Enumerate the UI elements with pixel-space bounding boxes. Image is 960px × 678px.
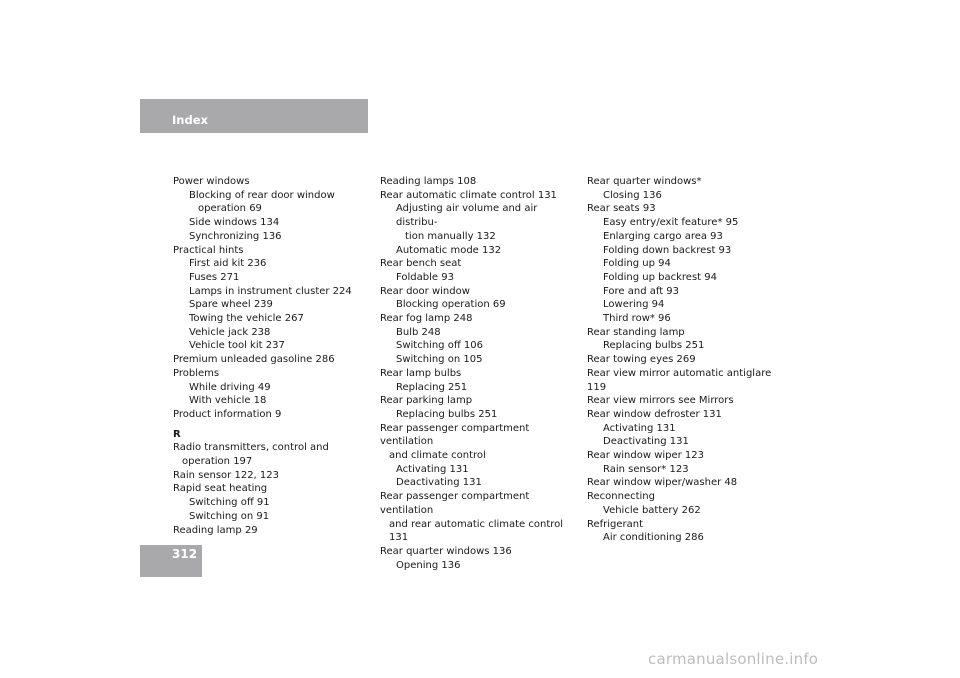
watermark: carmanualsonline.info bbox=[648, 650, 819, 668]
index-subentry: Switching on 91 bbox=[189, 510, 270, 522]
index-entry: Rear seats 93 bbox=[587, 203, 656, 215]
index-subentry: Lowering 94 bbox=[603, 299, 665, 311]
index-subentry: Vehicle tool kit 237 bbox=[189, 340, 285, 352]
index-subentry: Air conditioning 286 bbox=[603, 532, 704, 544]
index-entry bbox=[380, 422, 580, 463]
index-subentry: Spare wheel 239 bbox=[189, 299, 273, 311]
page-title: Index bbox=[172, 113, 208, 127]
index-entry: Rear window wiper/washer 48 bbox=[587, 477, 738, 489]
index-subentry: Lamps in instrument cluster 224 bbox=[189, 285, 352, 297]
index-entry: Rear window wiper 123 bbox=[587, 450, 705, 462]
entry-line: Rear passenger compartment ventilation bbox=[380, 422, 530, 448]
index-subentry: Easy entry/exit feature* 95 bbox=[603, 217, 739, 229]
index-entry: Reading lamp 29 bbox=[173, 524, 258, 536]
index-subentry: Switching on 105 bbox=[396, 354, 483, 366]
entry-line-continued: operation 69 bbox=[198, 203, 262, 215]
index-entry: Premium unleaded gasoline 286 bbox=[173, 354, 335, 366]
index-subentry: Deactivating 131 bbox=[396, 477, 482, 489]
index-entry: Rear view mirror automatic antiglare 119 bbox=[587, 367, 772, 393]
index-subentry bbox=[173, 189, 373, 216]
index-subentry: Vehicle jack 238 bbox=[189, 326, 271, 338]
index-entry: Rear fog lamp 248 bbox=[380, 313, 473, 325]
index-subentry: Replacing 251 bbox=[396, 381, 468, 393]
entry-line-continued: and climate control bbox=[389, 450, 486, 462]
index-subentry: Replacing bulbs 251 bbox=[396, 408, 498, 420]
index-subentry: Switching off 106 bbox=[396, 340, 483, 352]
index-subentry: Towing the vehicle 267 bbox=[189, 313, 304, 325]
index-subentry: Opening 136 bbox=[396, 559, 461, 571]
index-entry bbox=[173, 441, 373, 468]
index-subentry: Folding up backrest 94 bbox=[603, 271, 717, 283]
index-entry: Practical hints bbox=[173, 244, 244, 256]
index-subentry: Activating 131 bbox=[396, 463, 469, 475]
index-subentry: Closing 136 bbox=[603, 189, 662, 201]
index-entry: Product information 9 bbox=[173, 408, 282, 420]
index-entry: Reading lamps 108 bbox=[380, 176, 477, 187]
page-number: 312 bbox=[172, 547, 198, 561]
index-subentry: Deactivating 131 bbox=[603, 436, 689, 448]
index-entry: Rear lamp bulbs bbox=[380, 367, 462, 379]
index-entry: Rear towing eyes 269 bbox=[587, 354, 696, 366]
index-entry: Rear door window bbox=[380, 285, 470, 297]
index-subentry: Fuses 271 bbox=[189, 271, 240, 283]
index-entry: Reconnecting bbox=[587, 491, 655, 503]
index-entry: Rapid seat heating bbox=[173, 483, 268, 495]
index-subentry: While driving 49 bbox=[189, 381, 271, 393]
index-subentry: With vehicle 18 bbox=[189, 395, 267, 407]
index-subentry: Blocking operation 69 bbox=[396, 299, 506, 311]
index-letter-heading: R bbox=[173, 428, 181, 440]
index-subentry: Fore and aft 93 bbox=[603, 285, 680, 297]
index-entry: Problems bbox=[173, 367, 220, 379]
index-entry: Rear standing lamp bbox=[587, 326, 685, 338]
entry-line-continued: tion manually 132 bbox=[405, 230, 496, 242]
index-entry: Rain sensor 122, 123 bbox=[173, 469, 280, 481]
index-subentry: Side windows 134 bbox=[189, 217, 280, 229]
index-column-3 bbox=[587, 175, 787, 545]
index-subentry: Replacing bulbs 251 bbox=[603, 340, 705, 352]
entry-line: Radio transmitters, control and bbox=[173, 442, 329, 454]
index-entry: Rear parking lamp bbox=[380, 395, 473, 407]
index-entry: Rear quarter windows 136 bbox=[380, 545, 512, 557]
index-subentry: First aid kit 236 bbox=[189, 258, 267, 270]
index-entry: Rear view mirrors see Mirrors bbox=[587, 395, 734, 407]
index-subentry: Third row* 96 bbox=[603, 313, 671, 325]
index-subentry: Folding down backrest 93 bbox=[603, 244, 732, 256]
index-column-1 bbox=[173, 175, 373, 537]
index-entry: Rear automatic climate control 131 bbox=[380, 189, 557, 201]
index-entry: Refrigerant bbox=[587, 518, 644, 530]
entry-line: Blocking of rear door window bbox=[189, 189, 335, 201]
index-subentry: Rain sensor* 123 bbox=[603, 463, 689, 475]
page-number-box bbox=[140, 545, 202, 577]
entry-line: Rear passenger compartment ventilation bbox=[380, 491, 530, 516]
index-column-2 bbox=[380, 175, 580, 572]
header-band bbox=[140, 99, 368, 133]
entry-line-continued: operation 197 bbox=[182, 456, 253, 468]
index-subentry: Activating 131 bbox=[603, 422, 676, 434]
index-entry: Rear window defroster 131 bbox=[587, 408, 722, 420]
index-subentry: Foldable 93 bbox=[396, 271, 454, 283]
index-subentry: Enlarging cargo area 93 bbox=[603, 230, 723, 242]
index-subentry: Switching off 91 bbox=[189, 497, 270, 509]
entry-line: Adjusting air volume and air distribu- bbox=[396, 203, 538, 229]
index-entry: Rear bench seat bbox=[380, 258, 462, 270]
index-subentry bbox=[380, 202, 580, 243]
index-entry bbox=[380, 490, 580, 545]
index-subentry: Vehicle battery 262 bbox=[603, 504, 701, 516]
index-subentry: Automatic mode 132 bbox=[396, 244, 502, 256]
index-entry: Power windows bbox=[173, 176, 250, 187]
index-subentry: Synchronizing 136 bbox=[189, 230, 282, 242]
index-subentry: Folding up 94 bbox=[603, 258, 671, 270]
index-subentry: Bulb 248 bbox=[396, 326, 441, 338]
index-entry: Rear quarter windows* bbox=[587, 176, 702, 187]
entry-line-continued: and rear automatic climate control 131 bbox=[389, 518, 564, 544]
